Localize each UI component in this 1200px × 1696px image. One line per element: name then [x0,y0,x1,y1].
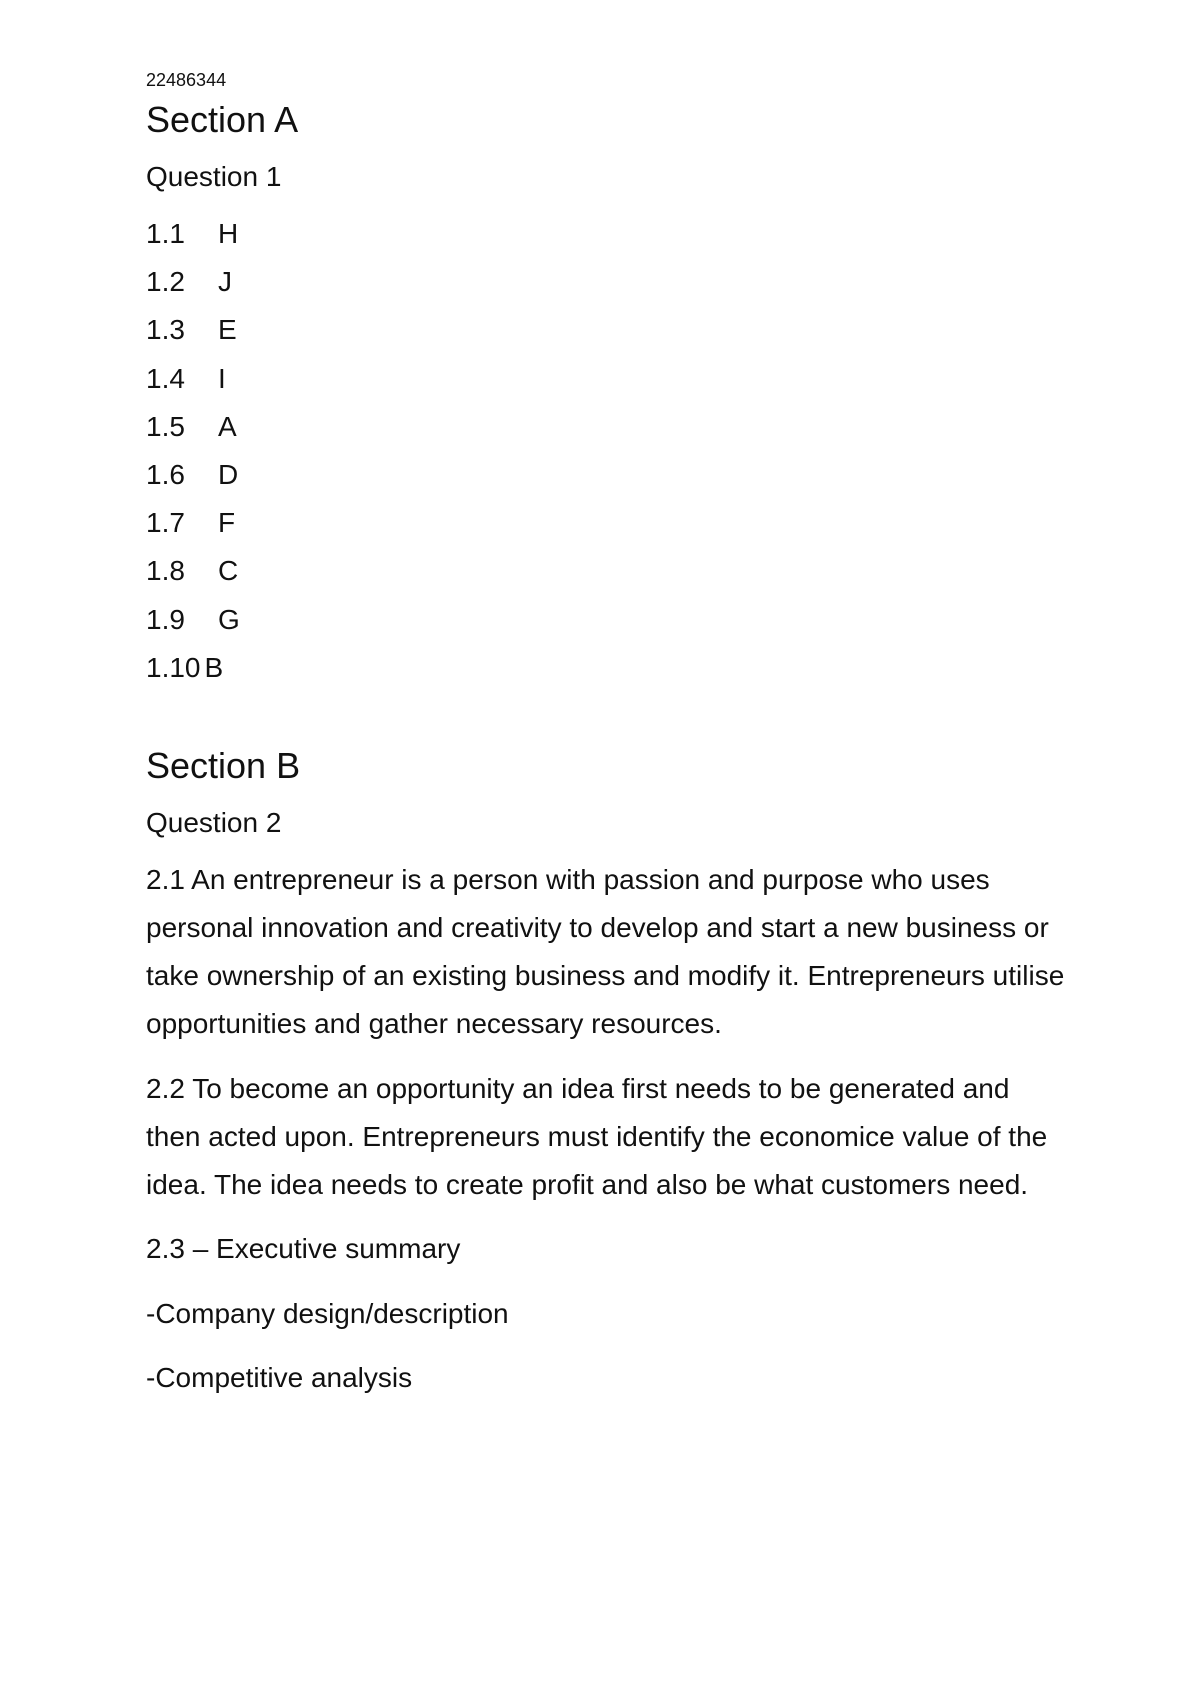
answer-row [146,499,1066,547]
answer-letter: F [218,507,236,539]
answer-letter: G [218,603,240,635]
answer-row [146,258,1066,306]
answer-number: 1.2 [146,266,185,298]
answer-letter: J [218,266,232,298]
answer-letter: C [218,555,239,587]
answer-row [146,596,1066,644]
answer-row [146,547,1066,595]
section-b-heading: Section B [146,744,301,786]
answer-number: 1.8 [146,555,185,587]
document-content [146,70,1066,1418]
answer-letter: H [218,218,239,249]
answer-letter: D [218,458,239,490]
question-2-heading: Question 2 [146,806,282,838]
list-item-competitive-analysis: -Competitive analysis [146,1361,413,1393]
student-id: 22486344 [146,70,227,90]
answer-number: 1.10 [146,651,201,683]
answer-paragraph-2-2: 2.2 To become an opportunity an idea first needs to be generated and then acted upon. Entrepreneurs must identify the economice value of the idea. The idea needs to create profit and also be what customers need. [146,1072,1048,1201]
answer-row [146,355,1066,403]
section-a-heading: Section A [146,99,299,140]
answer-number: 1.9 [146,603,185,635]
answer-letter: B [204,651,224,683]
answer-paragraph-2-3: 2.3 – Executive summary [146,1233,461,1265]
answer-number: 1.5 [146,410,185,442]
answer-row [146,210,1066,258]
answer-letter: E [218,314,237,346]
answer-letter: A [218,410,237,442]
answer-number: 1.7 [146,507,185,539]
answer-row [146,306,1066,354]
answer-list [146,210,1066,692]
question-1-heading: Question 1 [146,161,282,192]
answer-row [146,451,1066,499]
answer-letter: I [218,362,226,394]
answer-number: 1.4 [146,362,185,394]
answer-number: 1.3 [146,314,185,346]
answer-paragraph-2-1: 2.1 An entrepreneur is a person with passion and purpose who uses personal innovation and creativity to develop and start a new business or take ownership of an existing business and modify it. Entrepreneurs utilise opportunities and gather necessary resources. [146,863,1065,1040]
answer-number: 1.6 [146,458,185,490]
answer-number: 1.1 [146,218,185,249]
answer-row [146,403,1066,451]
section-b [146,744,1066,1402]
answer-row [146,644,1066,692]
list-item-company-design: -Company design/description [146,1297,509,1329]
